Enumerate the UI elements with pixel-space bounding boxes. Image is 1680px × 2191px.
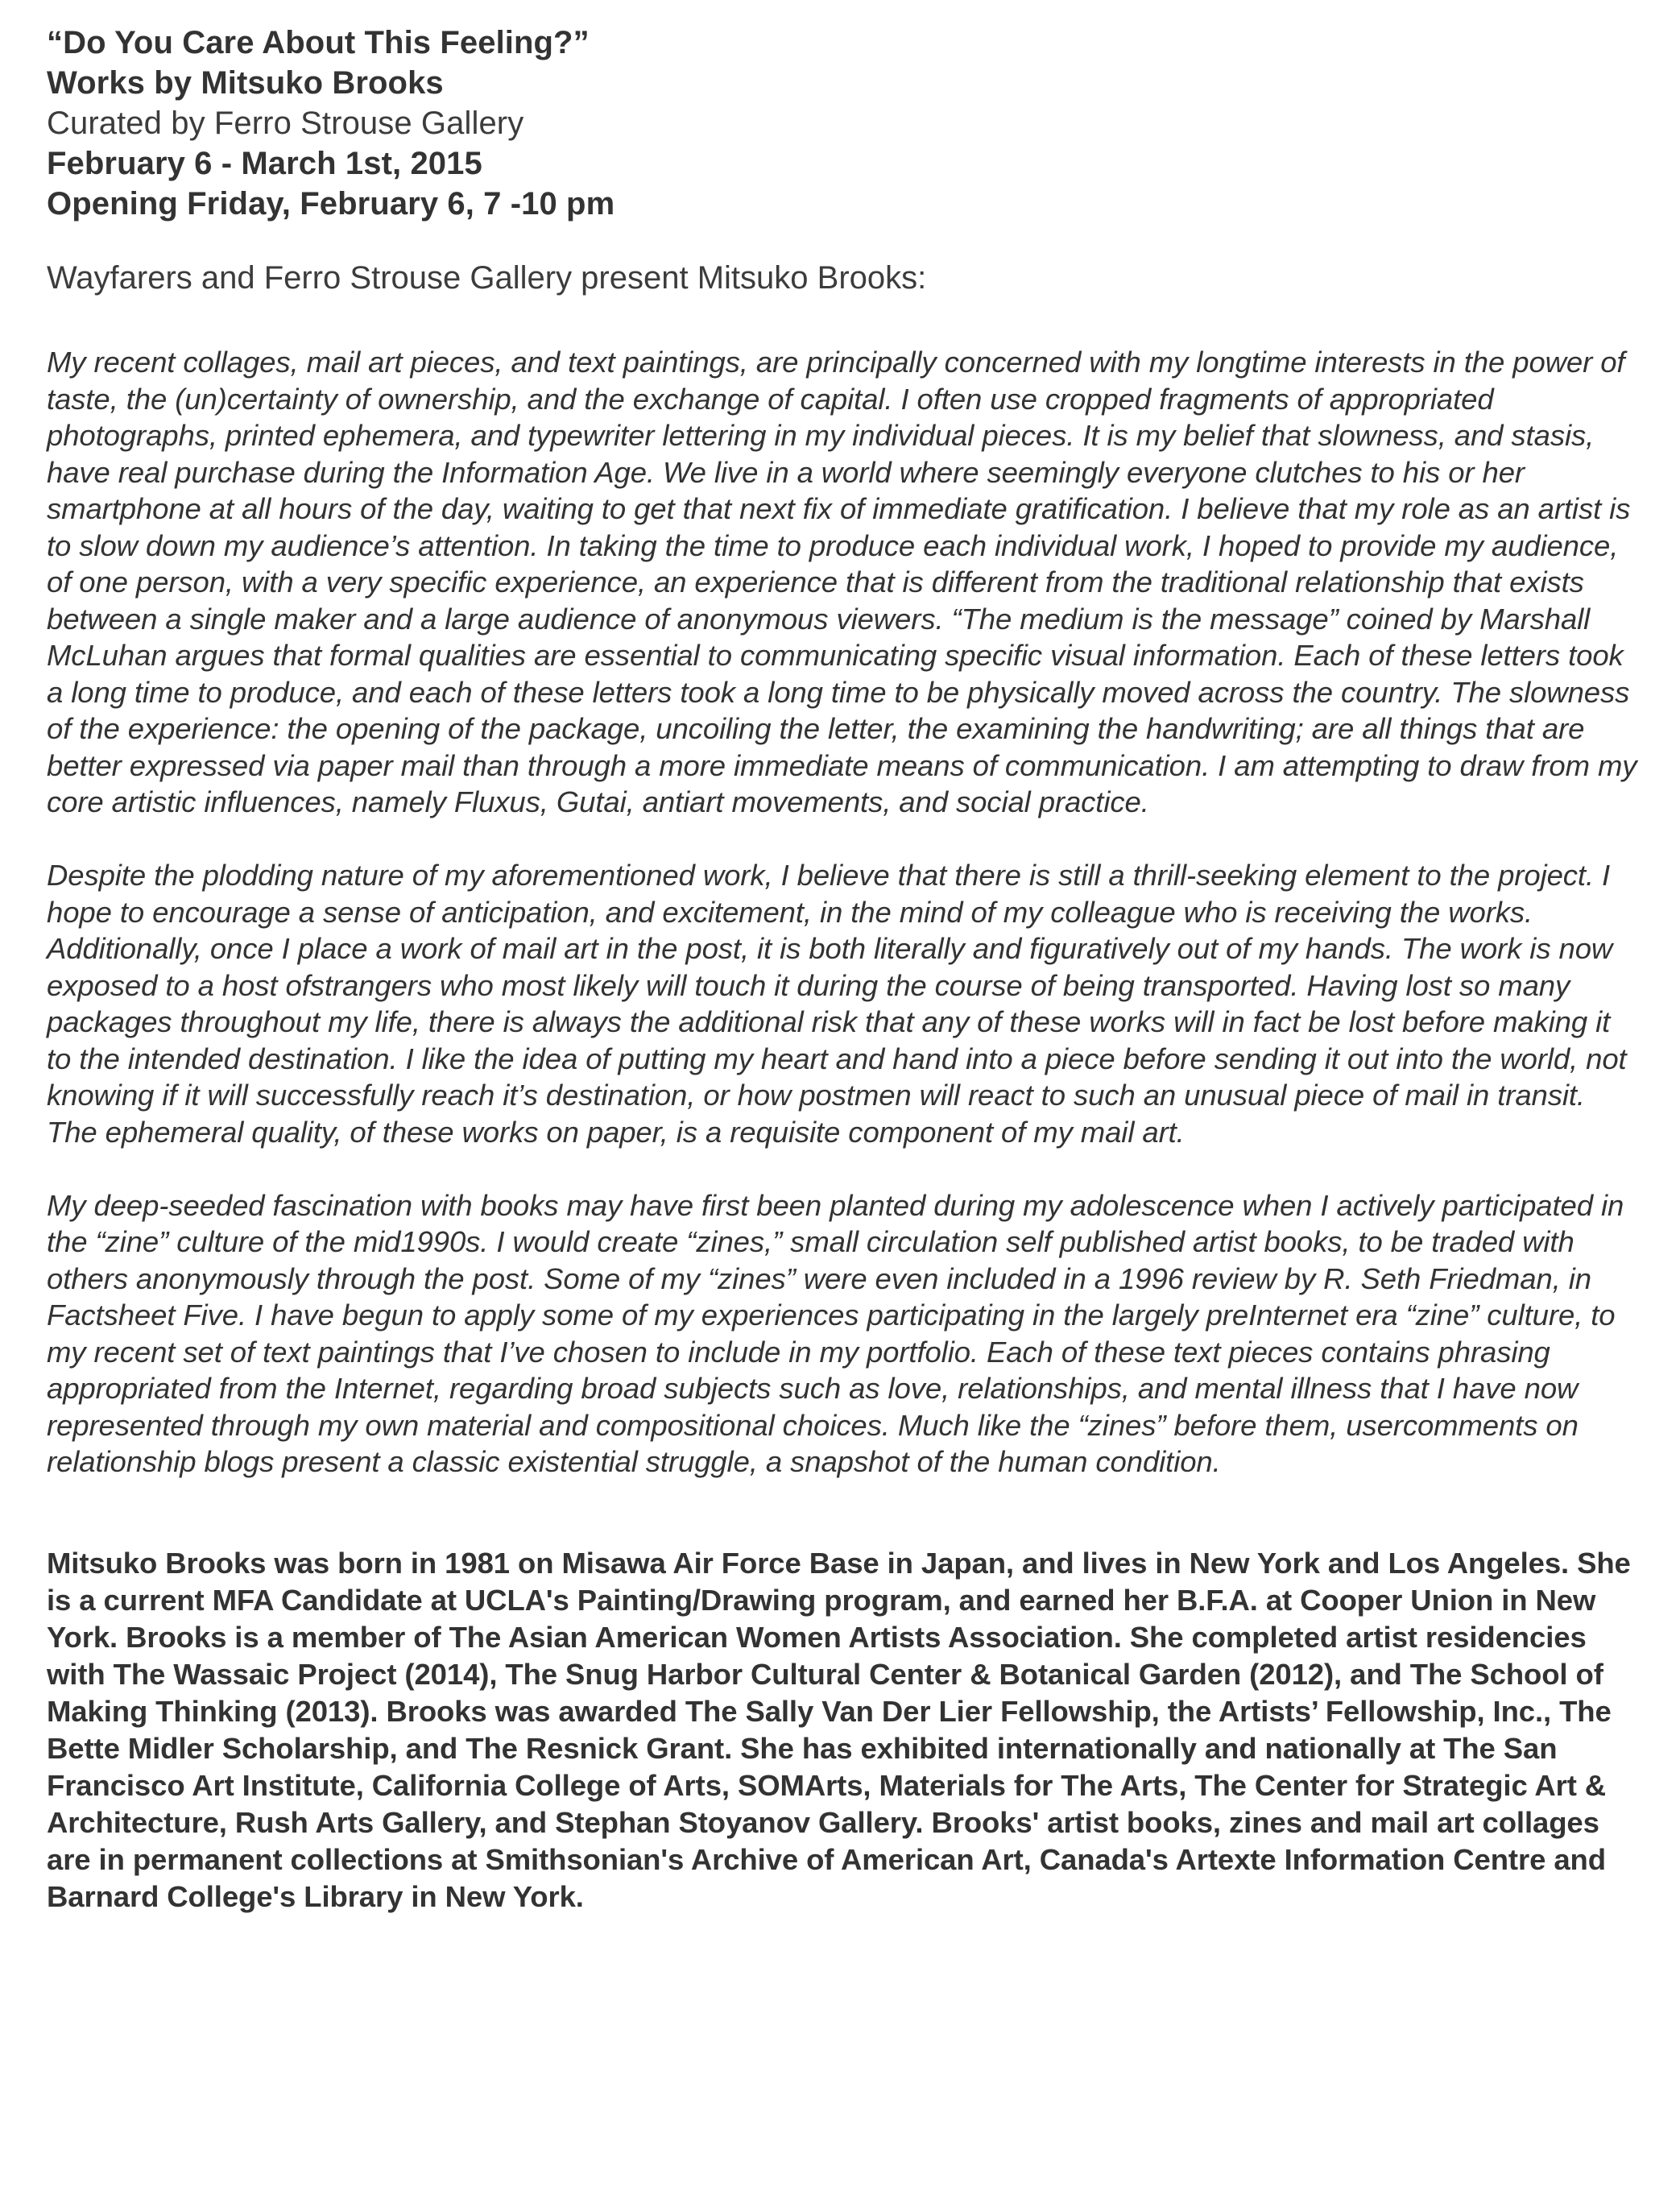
artist-line: Works by Mitsuko Brooks — [47, 65, 444, 101]
intro-line: Wayfarers and Ferro Strouse Gallery present Mitsuko Brooks: — [47, 260, 927, 296]
statement-paragraph: My deep-seeded fascination with books may have first been planted during my adolescence when I actively participated in the “zine” culture of the mid1990s. I would create “zines,” small circulation self published artist books, to be traded with others anonymously through the post. Some of my “zines” were even included in a 1996 review by R. Seth Friedman, in Factsheet Five. I have begun to apply some of my experiences participating in the largely preInternet era “zine” culture, to my recent set of text paintings that I’ve chosen to include in my portfolio. Each of these text pieces contains phrasing appropriated from the Internet, regarding broad subjects such as love, relationships, and mental illness that I have now represented through my own material and compositional choices. Much like the “zines” before them, usercomments on relationship blogs present a classic existential struggle, a snapshot of the human condition. — [47, 1188, 1624, 1478]
artist-statement — [47, 344, 1641, 1481]
exhibition-dates: February 6 - March 1st, 2015 — [47, 146, 482, 181]
opening-reception: Opening Friday, February 6, 7 -10 pm — [47, 186, 615, 222]
statement-paragraph: My recent collages, mail art pieces, and text paintings, are principally concerned with my longtime interests in the power of taste, the (un)certainty of ownership, and the exchange of capital. I often use cropped fragments of appropriated photographs, printed ephemera, and typewriter lettering in my individual pieces. It is my belief that slowness, and stasis, have real purchase during the Information Age. We live in a world where seemingly everyone clutches to his or her smartphone at all hours of the day, waiting to get that next fix of immediate gratification. I believe that my role as an artist is to slow down my audience’s attention. In taking the time to produce each individual work, I hoped to provide my audience, of one person, with a very specific experience, an experience that is different from the traditional relationship that exists between a single maker and a large audience of anonymous viewers. “The medium is the message” coined by Marshall McLuhan argues that formal qualities are essential to communicating specific visual information. Each of these letters took a long time to produce, and each of these letters took a long time to be physically moved across the country. The slowness of the experience: the opening of the package, uncoiling the letter, the examining the handwriting; are all things that are better expressed via paper mail than through a more immediate means of communication. I am attempting to draw from my core artistic influences, namely Fluxus, Gutai, antiart movements, and social practice. — [47, 346, 1637, 818]
statement-paragraph: Despite the plodding nature of my aforementioned work, I believe that there is still a thrill-seeking element to the project. I hope to encourage a sense of anticipation, and excitement, in the mind of my colleague who is receiving the works. Additionally, once I place a work of mail art in the post, it is both literally and figuratively out of my hands. The work is now exposed to a host ofstrangers who most likely will touch it during the course of being transported. Having lost so many packages throughout my life, there is always the additional risk that any of these works will in fact be lost before making it to the intended destination. I like the idea of putting my heart and hand into a piece before sending it out into the world, not knowing if it will successfully reach it’s destination, or how postmen will react to such an unusual piece of mail in transit. The ephemeral quality, of these works on paper, is a requisite component of my mail art. — [47, 859, 1627, 1149]
press-release-document — [47, 23, 1641, 1916]
curator-line: Curated by Ferro Strouse Gallery — [47, 106, 524, 141]
exhibition-title: “Do You Care About This Feeling?” — [47, 25, 590, 60]
artist-bio: Mitsuko Brooks was born in 1981 on Misawa Air Force Base in Japan, and lives in New York and Los Angeles. She is a current MFA Candidate at UCLA's Painting/Drawing program, and earned her B.F.A. at Cooper Union in New York. Brooks is a member of The Asian American Women Artists Association. She completed artist residencies with The Wassaic Project (2014), The Snug Harbor Cultural Center & Botanical Garden (2012), and The School of Making Thinking (2013). Brooks was awarded The Sally Van Der Lier Fellowship, the Artists’ Fellowship, Inc., The Bette Midler Scholarship, and The Resnick Grant. She has exhibited internationally and nationally at The San Francisco Art Institute, California College of Arts, SOMArts, Materials for The Arts, The Center for Strategic Art & Architecture, Rush Arts Gallery, and Stephan Stoyanov Gallery. Brooks' artist books, zines and mail art collages are in permanent collections at Smithsonian's Archive of American Art, Canada's Artexte Information Centre and Barnard College's Library in New York. — [47, 1546, 1631, 1913]
exhibition-header — [47, 23, 1641, 224]
